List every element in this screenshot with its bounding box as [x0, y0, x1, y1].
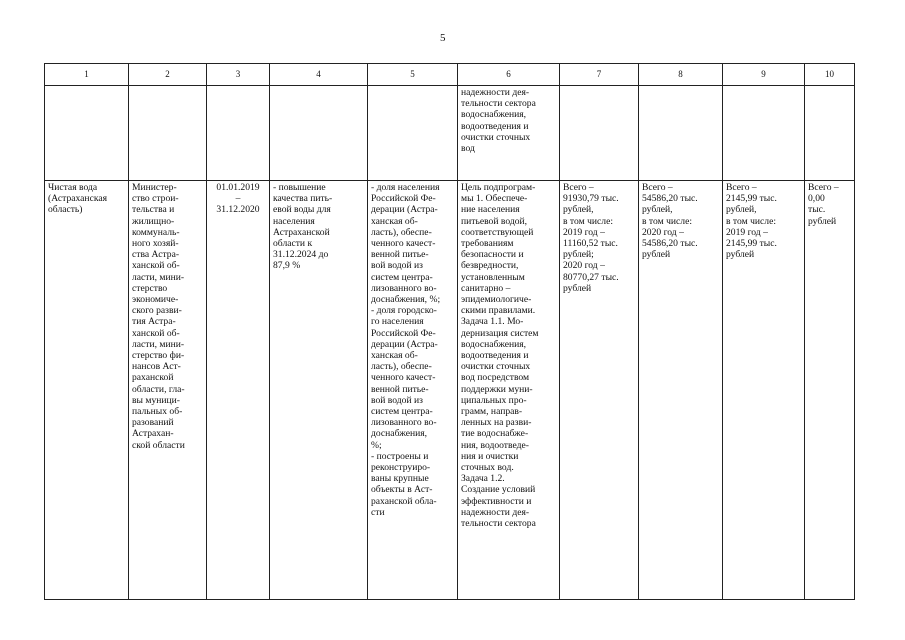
- table-cell: [560, 86, 639, 181]
- header-cell: 9: [723, 64, 805, 86]
- table-cell: [207, 86, 270, 181]
- program-name-cell: Чистая вода (Астраханская область): [45, 181, 129, 600]
- header-cell: 1: [45, 64, 129, 86]
- funding-cell: Всего – 54586,20 тыс. рублей, в том числе: 2020 год – 54586,20 тыс. рублей: [639, 181, 723, 600]
- header-cell: 8: [639, 64, 723, 86]
- table-cell: [639, 86, 723, 181]
- header-cell: 3: [207, 64, 270, 86]
- funding-cell: Всего – 0,00 тыс. рублей: [805, 181, 855, 600]
- goal-continuation-cell: надежности дея- тельности сектора водоснабжения, водоотведения и очистки сточных вод: [458, 86, 560, 181]
- executors-cell: Министер- ство строи- тельства и жилищно- коммуналь- ного хозяй- ства Астра- ханской об- ласти, мини- стерство экономиче- ского разви- тия Астра- ханской об- ласти, мини- стерство фи- нансов Аст- раханской области, гла- вы муници- пальных об- разований Астрахан- ской области: [129, 181, 207, 600]
- table-cell: [270, 86, 368, 181]
- goals-tasks-cell: Цель подпрограм- мы 1. Обеспече- ние населения питьевой водой, соответствующей требованиям безопасности и безвредности, установленным санитарно – эпидемиологиче- скими правилами. Задача 1.1. Мо- дернизация систем водоснабжения, водоотведения и очистки сточных вод посредством поддержки муни- ципальных про- грамм, направ- ленных на разви- тие водоснабже- ния, водоотведе- ния и очистки сточных вод. Задача 1.2. Создание условий эффективности и надежности дея- тельности сектора: [458, 181, 560, 600]
- funding-cell: Всего – 91930,79 тыс. рублей, в том числе: 2019 год – 11160,52 тыс. рублей; 2020 год – 80770,27 тыс. рублей: [560, 181, 639, 600]
- indicators-cell: - доля населения Российской Фе- дерации (Астра- ханская об- ласть), обеспе- ченного качест- венной питье- вой водой из систем центра- лизованного во- доснабжения, %; - доля городско- го населения Российской Фе- дерации (Астра- ханская об- ласть), обеспе- ченного качест- венной питье- вой водой из систем центра- лизованного во- доснабжения, %; - построены и реконструиро- ваны крупные объекты в Аст- раханской обла- сти: [368, 181, 458, 600]
- table-cell: [368, 86, 458, 181]
- table-cell: [805, 86, 855, 181]
- page-number: 5: [440, 32, 446, 44]
- header-cell: 7: [560, 64, 639, 86]
- header-cell: 10: [805, 64, 855, 86]
- header-cell: 2: [129, 64, 207, 86]
- table-header-row: [45, 64, 855, 86]
- header-cell: 5: [368, 64, 458, 86]
- table-row: [45, 181, 855, 600]
- table-cell: [129, 86, 207, 181]
- table-cell: [723, 86, 805, 181]
- header-cell: 6: [458, 64, 560, 86]
- header-cell: 4: [270, 64, 368, 86]
- funding-cell: Всего – 2145,99 тыс. рублей, в том числе: 2019 год – 2145,99 тыс. рублей: [723, 181, 805, 600]
- period-cell: 01.01.2019 – 31.12.2020: [207, 181, 270, 600]
- expected-result-cell: - повышение качества пить- евой воды для населения Астраханской области к 31.12.2024 до 87,9 %: [270, 181, 368, 600]
- table-cell: [45, 86, 129, 181]
- continuation-row: [45, 86, 855, 181]
- program-table: [44, 63, 855, 600]
